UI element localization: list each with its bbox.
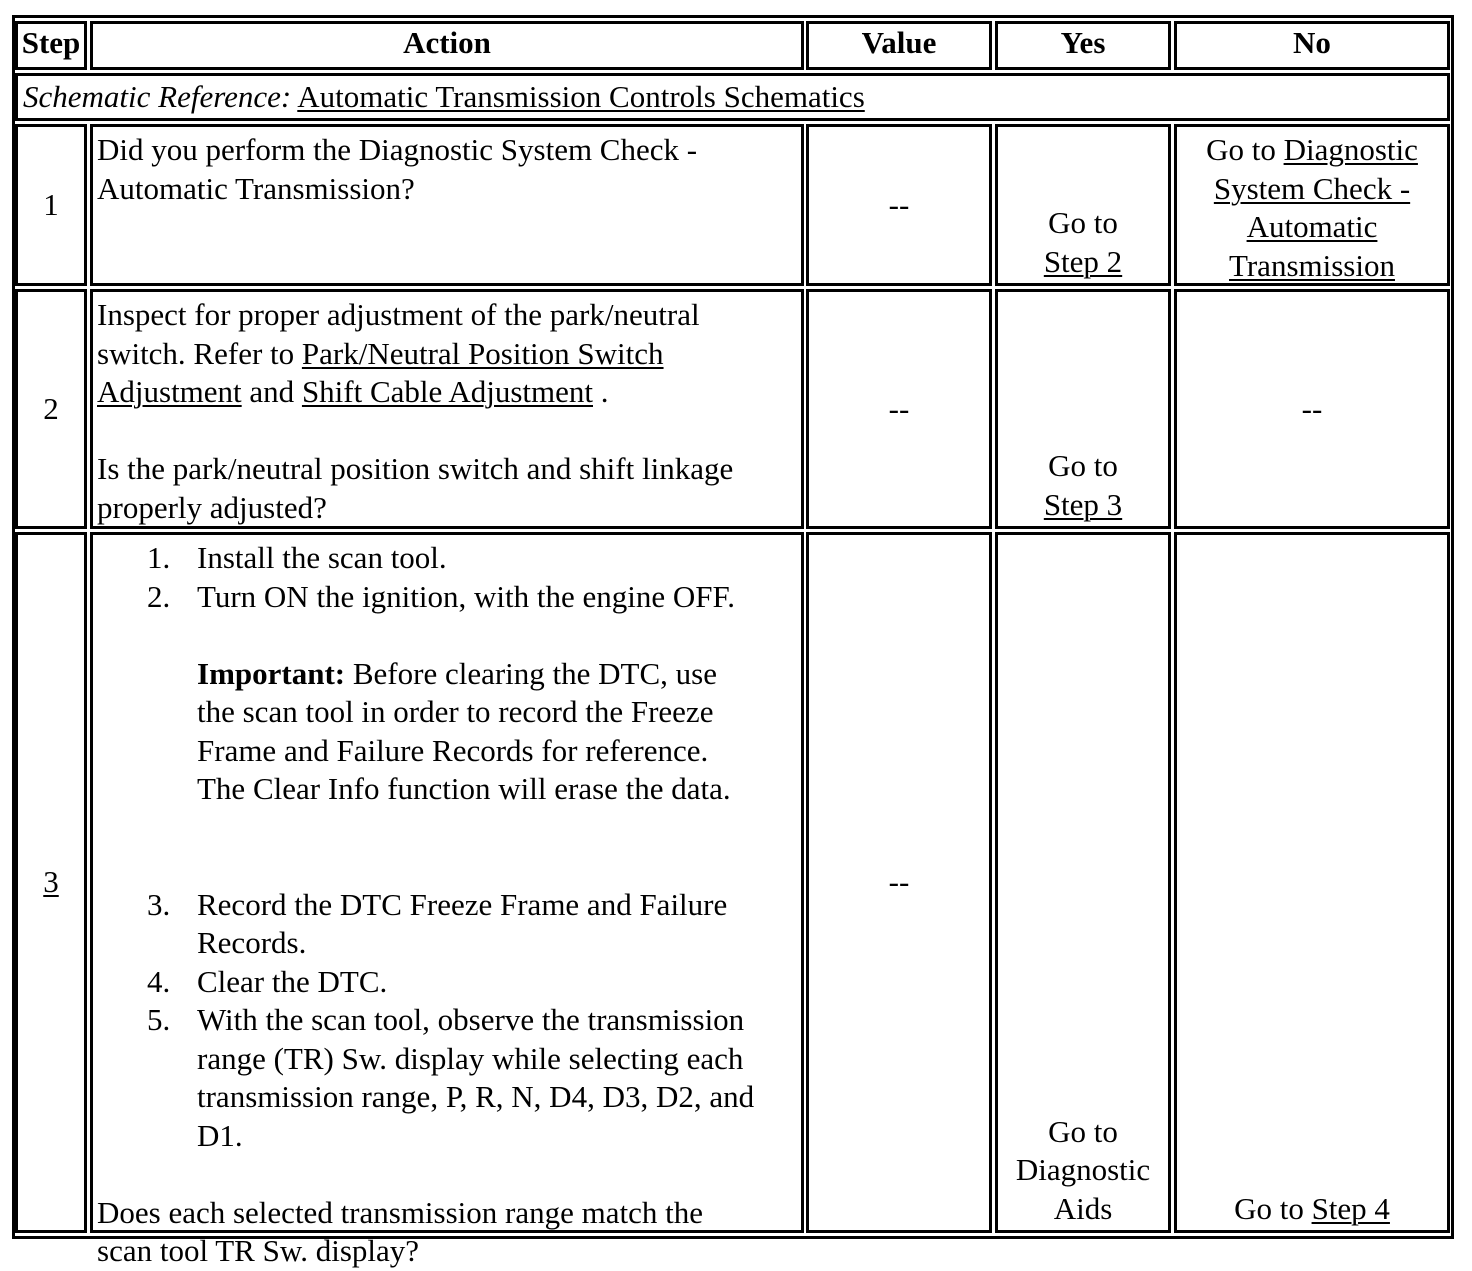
step-2-question: Is the park/neutral position switch and shift linkage <box>97 451 734 486</box>
step-3-question: scan tool TR Sw. display? <box>97 1233 420 1268</box>
step-1-action-line: Did you perform the Diagnostic System Check - <box>97 132 698 167</box>
step-3-action <box>90 532 804 1268</box>
schematic-reference-row <box>15 73 1450 121</box>
header-step: Step <box>15 21 87 70</box>
step-1-action-line: Automatic Transmission? <box>97 170 415 206</box>
important-note: Important: Before clearing the DTC, use the scan tool in order to record the Freeze Frame and Failure Records for reference. The Clear Info function will erase the data. <box>197 655 731 806</box>
substep: 5. With the scan tool, observe the transmission range (TR) Sw. display while selecting each transmission range, P, R, N, D4, D3, D2, and D1. <box>147 1002 755 1153</box>
step-3-no-text: Go to <box>1234 1190 1304 1226</box>
step-1-no-text: Go to <box>1206 132 1276 167</box>
schematic-reference-label: Schematic Reference: <box>23 79 292 114</box>
step-3-substeps <box>97 539 797 616</box>
shift-cable-adjustment-link[interactable]: Shift Cable Adjustment <box>301 374 593 409</box>
step-1-value: -- <box>806 124 992 286</box>
important-label: Important: <box>197 655 346 691</box>
step-2-action <box>90 289 804 529</box>
step-2-yes <box>995 289 1171 529</box>
step-1-no-link[interactable]: Transmission <box>1229 247 1395 283</box>
step-3-yes-text: Aids <box>1053 1190 1113 1226</box>
step-1-yes <box>995 124 1171 286</box>
substep: 2. Turn ON the ignition, with the engine OFF. <box>147 578 736 614</box>
step-3-substeps-continued <box>97 886 797 1156</box>
step-2-action-line: Inspect for proper adjustment of the park/neutral <box>97 297 700 332</box>
step-1-no-link[interactable]: System Check - <box>1213 170 1411 206</box>
step-1-yes-text: Go to <box>1048 205 1118 240</box>
step-2-number: 2 <box>15 289 87 529</box>
step-3-value: -- <box>806 532 992 1233</box>
header-yes: Yes <box>995 21 1171 70</box>
step-3-question: Does each selected transmission range match the <box>97 1194 703 1230</box>
step-1-yes-link[interactable]: Step 2 <box>1043 243 1123 279</box>
step-1-number: 1 <box>15 124 87 286</box>
step-1-no-link[interactable]: Diagnostic <box>1283 132 1418 167</box>
step-2-action-text: . <box>600 374 609 409</box>
step-3-yes-text: Diagnostic <box>1015 1152 1151 1187</box>
step-2-value: -- <box>806 289 992 529</box>
schematic-reference-link[interactable]: Automatic Transmission Controls Schematics <box>297 79 865 114</box>
substep: 1. Install the scan tool. <box>147 540 447 575</box>
step-3-yes-text: Go to <box>1048 1113 1118 1149</box>
substep: 3. Record the DTC Freeze Frame and Failure Records. <box>147 886 728 960</box>
park-neutral-switch-adjustment-link[interactable]: Park/Neutral Position Switch <box>301 335 664 371</box>
header-value: Value <box>806 21 992 70</box>
step-1-action <box>90 124 804 286</box>
step-2-yes-text: Go to <box>1048 448 1118 483</box>
step-1-no-link[interactable]: Automatic <box>1246 209 1378 244</box>
step-2-no: -- <box>1174 289 1450 529</box>
header-action: Action <box>90 21 804 70</box>
step-3-no-link[interactable]: Step 4 <box>1311 1190 1390 1226</box>
substep: 4. Clear the DTC. <box>147 963 388 999</box>
step-1-no <box>1174 124 1450 286</box>
park-neutral-switch-adjustment-link[interactable]: Adjustment <box>97 374 242 409</box>
step-3-no <box>1174 532 1450 1233</box>
step-2-action-text: switch. Refer to <box>97 335 295 371</box>
step-2-yes-link[interactable]: Step 3 <box>1043 486 1123 522</box>
step-3-number[interactable]: 3 <box>15 532 87 1233</box>
step-2-question: properly adjusted? <box>97 489 327 525</box>
step-2-action-text: and <box>249 374 295 409</box>
header-no: No <box>1174 21 1450 70</box>
step-3-yes <box>995 532 1171 1233</box>
